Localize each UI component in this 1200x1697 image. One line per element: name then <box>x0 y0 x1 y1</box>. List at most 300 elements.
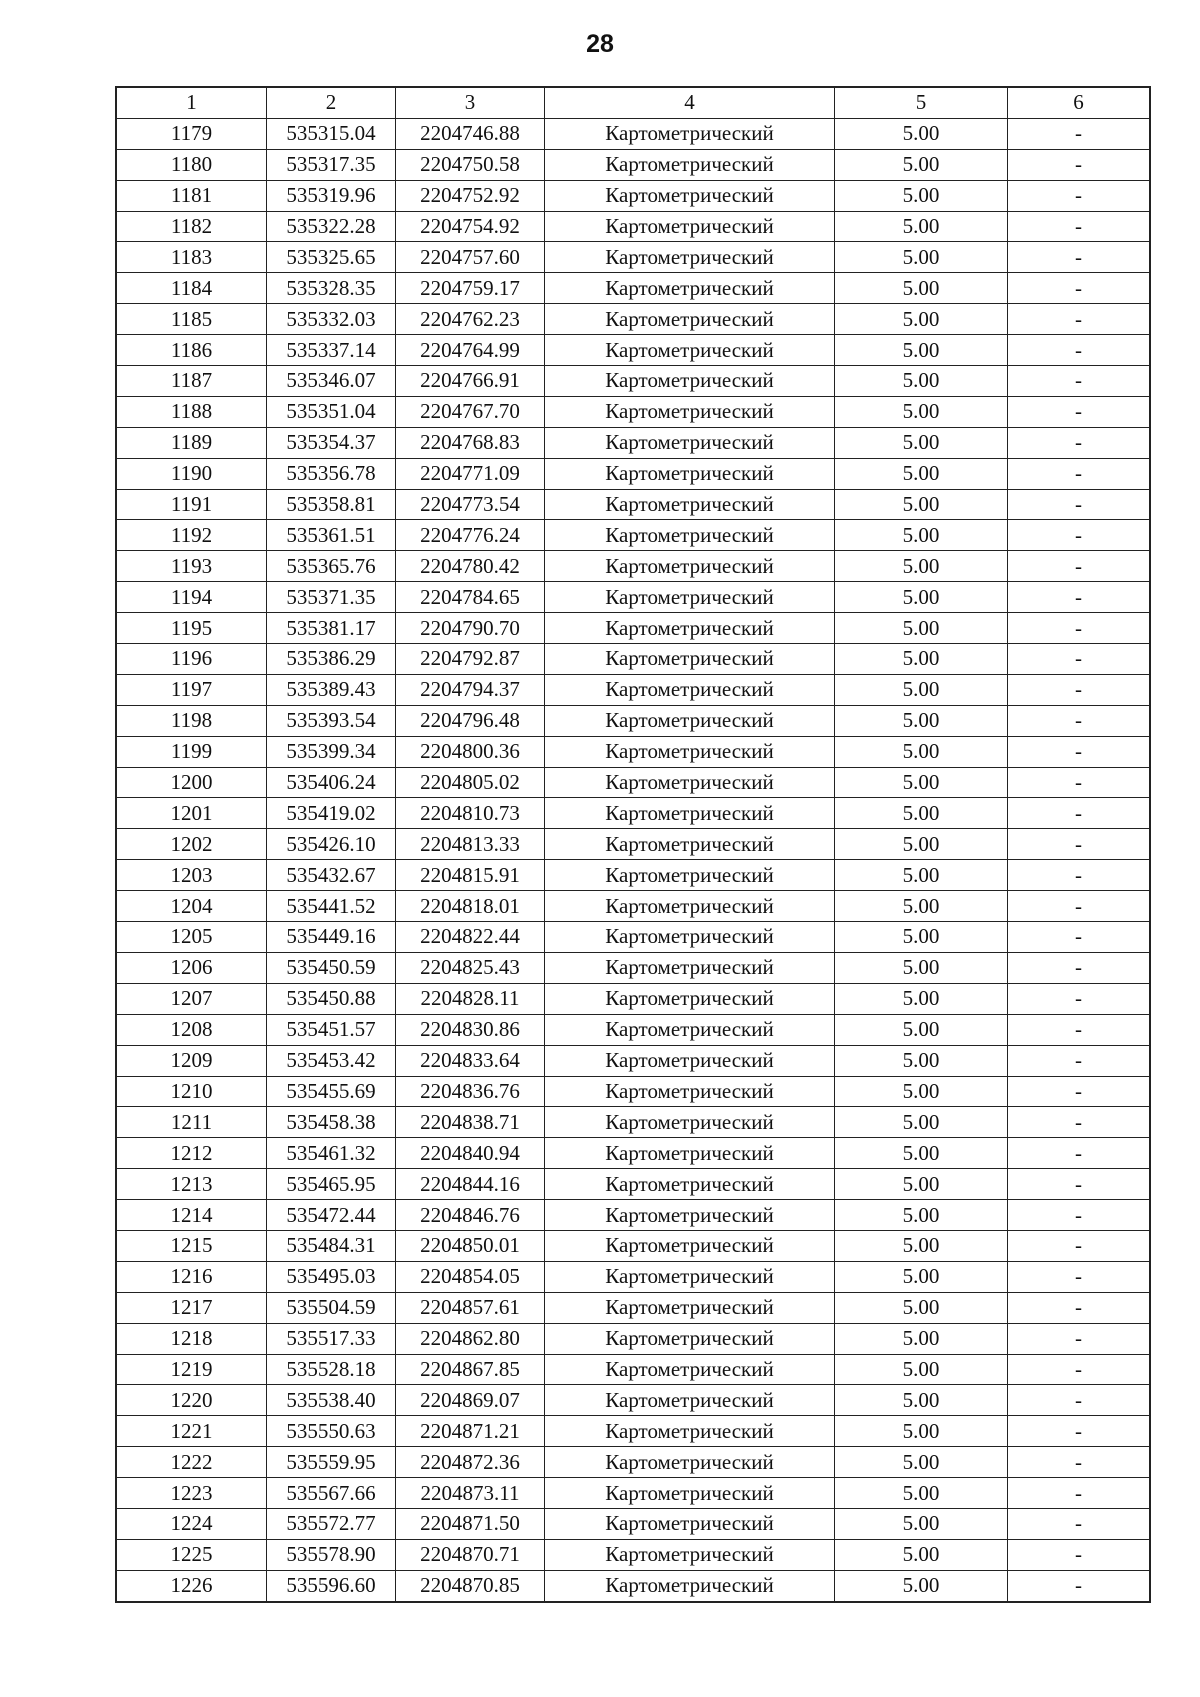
y-coordinate-cell: 2204780.42 <box>396 551 545 582</box>
point-number-cell: 1192 <box>116 520 267 551</box>
description-cell: - <box>1008 366 1151 397</box>
method-cell: Картометрический <box>545 1045 835 1076</box>
description-cell: - <box>1008 674 1151 705</box>
accuracy-cell: 5.00 <box>835 1478 1008 1509</box>
y-coordinate-cell: 2204767.70 <box>396 396 545 427</box>
y-coordinate-cell: 2204764.99 <box>396 335 545 366</box>
y-coordinate-cell: 2204752.92 <box>396 180 545 211</box>
table-row <box>116 335 1150 366</box>
method-cell: Картометрический <box>545 149 835 180</box>
accuracy-cell: 5.00 <box>835 1570 1008 1601</box>
method-cell: Картометрический <box>545 304 835 335</box>
accuracy-cell: 5.00 <box>835 366 1008 397</box>
method-cell: Картометрический <box>545 1508 835 1539</box>
description-cell: - <box>1008 1138 1151 1169</box>
y-coordinate-cell: 2204867.85 <box>396 1354 545 1385</box>
point-number-cell: 1186 <box>116 335 267 366</box>
table-row <box>116 366 1150 397</box>
y-coordinate-cell: 2204833.64 <box>396 1045 545 1076</box>
table-row <box>116 1323 1150 1354</box>
description-cell: - <box>1008 860 1151 891</box>
y-coordinate-cell: 2204776.24 <box>396 520 545 551</box>
accuracy-cell: 5.00 <box>835 952 1008 983</box>
accuracy-cell: 5.00 <box>835 242 1008 273</box>
x-coordinate-cell: 535572.77 <box>267 1508 396 1539</box>
table-row <box>116 1261 1150 1292</box>
x-coordinate-cell: 535465.95 <box>267 1169 396 1200</box>
method-cell: Картометрический <box>545 551 835 582</box>
y-coordinate-cell: 2204871.21 <box>396 1416 545 1447</box>
header-col-2: 2 <box>267 87 396 118</box>
point-number-cell: 1194 <box>116 582 267 613</box>
table-row <box>116 1138 1150 1169</box>
accuracy-cell: 5.00 <box>835 1014 1008 1045</box>
x-coordinate-cell: 535461.32 <box>267 1138 396 1169</box>
x-coordinate-cell: 535451.57 <box>267 1014 396 1045</box>
description-cell: - <box>1008 644 1151 675</box>
point-number-cell: 1208 <box>116 1014 267 1045</box>
method-cell: Картометрический <box>545 458 835 489</box>
accuracy-cell: 5.00 <box>835 582 1008 613</box>
method-cell: Картометрический <box>545 674 835 705</box>
method-cell: Картометрический <box>545 1292 835 1323</box>
table-row <box>116 1169 1150 1200</box>
accuracy-cell: 5.00 <box>835 1076 1008 1107</box>
y-coordinate-cell: 2204794.37 <box>396 674 545 705</box>
accuracy-cell: 5.00 <box>835 644 1008 675</box>
method-cell: Картометрический <box>545 1570 835 1601</box>
method-cell: Картометрический <box>545 644 835 675</box>
y-coordinate-cell: 2204815.91 <box>396 860 545 891</box>
table-row <box>116 1107 1150 1138</box>
table-row <box>116 736 1150 767</box>
y-coordinate-cell: 2204840.94 <box>396 1138 545 1169</box>
x-coordinate-cell: 535528.18 <box>267 1354 396 1385</box>
accuracy-cell: 5.00 <box>835 1539 1008 1570</box>
method-cell: Картометрический <box>545 520 835 551</box>
table-row <box>116 273 1150 304</box>
table-row <box>116 304 1150 335</box>
accuracy-cell: 5.00 <box>835 1385 1008 1416</box>
point-number-cell: 1198 <box>116 705 267 736</box>
description-cell: - <box>1008 1478 1151 1509</box>
x-coordinate-cell: 535538.40 <box>267 1385 396 1416</box>
y-coordinate-cell: 2204796.48 <box>396 705 545 736</box>
table-row <box>116 891 1150 922</box>
point-number-cell: 1184 <box>116 273 267 304</box>
y-coordinate-cell: 2204813.33 <box>396 829 545 860</box>
point-number-cell: 1197 <box>116 674 267 705</box>
y-coordinate-cell: 2204757.60 <box>396 242 545 273</box>
accuracy-cell: 5.00 <box>835 1138 1008 1169</box>
x-coordinate-cell: 535371.35 <box>267 582 396 613</box>
accuracy-cell: 5.00 <box>835 860 1008 891</box>
accuracy-cell: 5.00 <box>835 551 1008 582</box>
x-coordinate-cell: 535450.88 <box>267 983 396 1014</box>
point-number-cell: 1223 <box>116 1478 267 1509</box>
description-cell: - <box>1008 149 1151 180</box>
y-coordinate-cell: 2204844.16 <box>396 1169 545 1200</box>
point-number-cell: 1219 <box>116 1354 267 1385</box>
method-cell: Картометрический <box>545 829 835 860</box>
point-number-cell: 1220 <box>116 1385 267 1416</box>
accuracy-cell: 5.00 <box>835 1200 1008 1231</box>
x-coordinate-cell: 535472.44 <box>267 1200 396 1231</box>
table-row <box>116 1014 1150 1045</box>
x-coordinate-cell: 535325.65 <box>267 242 396 273</box>
description-cell: - <box>1008 1447 1151 1478</box>
description-cell: - <box>1008 304 1151 335</box>
y-coordinate-cell: 2204773.54 <box>396 489 545 520</box>
point-number-cell: 1191 <box>116 489 267 520</box>
method-cell: Картометрический <box>545 396 835 427</box>
accuracy-cell: 5.00 <box>835 211 1008 242</box>
description-cell: - <box>1008 1200 1151 1231</box>
y-coordinate-cell: 2204800.36 <box>396 736 545 767</box>
x-coordinate-cell: 535319.96 <box>267 180 396 211</box>
y-coordinate-cell: 2204854.05 <box>396 1261 545 1292</box>
x-coordinate-cell: 535381.17 <box>267 613 396 644</box>
method-cell: Картометрический <box>545 118 835 149</box>
y-coordinate-cell: 2204768.83 <box>396 427 545 458</box>
y-coordinate-cell: 2204771.09 <box>396 458 545 489</box>
description-cell: - <box>1008 829 1151 860</box>
accuracy-cell: 5.00 <box>835 335 1008 366</box>
description-cell: - <box>1008 1385 1151 1416</box>
table-row <box>116 674 1150 705</box>
point-number-cell: 1183 <box>116 242 267 273</box>
y-coordinate-cell: 2204766.91 <box>396 366 545 397</box>
y-coordinate-cell: 2204870.85 <box>396 1570 545 1601</box>
method-cell: Картометрический <box>545 242 835 273</box>
x-coordinate-cell: 535419.02 <box>267 798 396 829</box>
table-row <box>116 582 1150 613</box>
method-cell: Картометрический <box>545 1354 835 1385</box>
x-coordinate-cell: 535504.59 <box>267 1292 396 1323</box>
method-cell: Картометрический <box>545 1261 835 1292</box>
y-coordinate-cell: 2204830.86 <box>396 1014 545 1045</box>
x-coordinate-cell: 535450.59 <box>267 952 396 983</box>
point-number-cell: 1202 <box>116 829 267 860</box>
method-cell: Картометрический <box>545 1169 835 1200</box>
accuracy-cell: 5.00 <box>835 1230 1008 1261</box>
method-cell: Картометрический <box>545 983 835 1014</box>
method-cell: Картометрический <box>545 273 835 304</box>
table-row <box>116 1292 1150 1323</box>
table-row <box>116 427 1150 458</box>
point-number-cell: 1185 <box>116 304 267 335</box>
method-cell: Картометрический <box>545 1416 835 1447</box>
accuracy-cell: 5.00 <box>835 458 1008 489</box>
y-coordinate-cell: 2204792.87 <box>396 644 545 675</box>
x-coordinate-cell: 535495.03 <box>267 1261 396 1292</box>
coordinates-table <box>115 86 1151 1603</box>
accuracy-cell: 5.00 <box>835 180 1008 211</box>
description-cell: - <box>1008 427 1151 458</box>
description-cell: - <box>1008 1354 1151 1385</box>
table-row <box>116 798 1150 829</box>
header-row <box>116 87 1150 118</box>
point-number-cell: 1193 <box>116 551 267 582</box>
description-cell: - <box>1008 118 1151 149</box>
x-coordinate-cell: 535315.04 <box>267 118 396 149</box>
table-row <box>116 829 1150 860</box>
method-cell: Картометрический <box>545 366 835 397</box>
x-coordinate-cell: 535441.52 <box>267 891 396 922</box>
point-number-cell: 1201 <box>116 798 267 829</box>
x-coordinate-cell: 535458.38 <box>267 1107 396 1138</box>
table-body <box>116 118 1150 1601</box>
description-cell: - <box>1008 1261 1151 1292</box>
point-number-cell: 1189 <box>116 427 267 458</box>
x-coordinate-cell: 535389.43 <box>267 674 396 705</box>
accuracy-cell: 5.00 <box>835 736 1008 767</box>
x-coordinate-cell: 535426.10 <box>267 829 396 860</box>
method-cell: Картометрический <box>545 1014 835 1045</box>
point-number-cell: 1212 <box>116 1138 267 1169</box>
x-coordinate-cell: 535337.14 <box>267 335 396 366</box>
point-number-cell: 1218 <box>116 1323 267 1354</box>
x-coordinate-cell: 535361.51 <box>267 520 396 551</box>
y-coordinate-cell: 2204750.58 <box>396 149 545 180</box>
accuracy-cell: 5.00 <box>835 1169 1008 1200</box>
table-row <box>116 1385 1150 1416</box>
table-row <box>116 644 1150 675</box>
method-cell: Картометрический <box>545 705 835 736</box>
y-coordinate-cell: 2204759.17 <box>396 273 545 304</box>
table-row <box>116 952 1150 983</box>
header-col-3: 3 <box>396 87 545 118</box>
point-number-cell: 1215 <box>116 1230 267 1261</box>
description-cell: - <box>1008 335 1151 366</box>
y-coordinate-cell: 2204818.01 <box>396 891 545 922</box>
description-cell: - <box>1008 1169 1151 1200</box>
description-cell: - <box>1008 1045 1151 1076</box>
method-cell: Картометрический <box>545 1107 835 1138</box>
description-cell: - <box>1008 798 1151 829</box>
description-cell: - <box>1008 1107 1151 1138</box>
table-row <box>116 1200 1150 1231</box>
x-coordinate-cell: 535559.95 <box>267 1447 396 1478</box>
description-cell: - <box>1008 582 1151 613</box>
description-cell: - <box>1008 489 1151 520</box>
point-number-cell: 1225 <box>116 1539 267 1570</box>
x-coordinate-cell: 535455.69 <box>267 1076 396 1107</box>
y-coordinate-cell: 2204805.02 <box>396 767 545 798</box>
point-number-cell: 1199 <box>116 736 267 767</box>
point-number-cell: 1222 <box>116 1447 267 1478</box>
y-coordinate-cell: 2204850.01 <box>396 1230 545 1261</box>
x-coordinate-cell: 535356.78 <box>267 458 396 489</box>
accuracy-cell: 5.00 <box>835 273 1008 304</box>
table-row <box>116 489 1150 520</box>
table-row <box>116 1045 1150 1076</box>
description-cell: - <box>1008 891 1151 922</box>
point-number-cell: 1190 <box>116 458 267 489</box>
method-cell: Картометрический <box>545 1447 835 1478</box>
x-coordinate-cell: 535578.90 <box>267 1539 396 1570</box>
point-number-cell: 1214 <box>116 1200 267 1231</box>
y-coordinate-cell: 2204857.61 <box>396 1292 545 1323</box>
description-cell: - <box>1008 1323 1151 1354</box>
y-coordinate-cell: 2204862.80 <box>396 1323 545 1354</box>
table-header <box>116 87 1150 118</box>
table-row <box>116 118 1150 149</box>
table-row <box>116 242 1150 273</box>
point-number-cell: 1210 <box>116 1076 267 1107</box>
table-row <box>116 1508 1150 1539</box>
table-row <box>116 1230 1150 1261</box>
point-number-cell: 1204 <box>116 891 267 922</box>
y-coordinate-cell: 2204828.11 <box>396 983 545 1014</box>
x-coordinate-cell: 535317.35 <box>267 149 396 180</box>
description-cell: - <box>1008 952 1151 983</box>
method-cell: Картометрический <box>545 891 835 922</box>
accuracy-cell: 5.00 <box>835 891 1008 922</box>
table-row <box>116 1539 1150 1570</box>
accuracy-cell: 5.00 <box>835 767 1008 798</box>
point-number-cell: 1211 <box>116 1107 267 1138</box>
y-coordinate-cell: 2204873.11 <box>396 1478 545 1509</box>
point-number-cell: 1206 <box>116 952 267 983</box>
description-cell: - <box>1008 1014 1151 1045</box>
description-cell: - <box>1008 1292 1151 1323</box>
table-row <box>116 458 1150 489</box>
table-row <box>116 1447 1150 1478</box>
description-cell: - <box>1008 922 1151 953</box>
accuracy-cell: 5.00 <box>835 520 1008 551</box>
x-coordinate-cell: 535386.29 <box>267 644 396 675</box>
point-number-cell: 1181 <box>116 180 267 211</box>
table-row <box>116 767 1150 798</box>
table-row <box>116 705 1150 736</box>
point-number-cell: 1205 <box>116 922 267 953</box>
header-col-1: 1 <box>116 87 267 118</box>
method-cell: Картометрический <box>545 335 835 366</box>
accuracy-cell: 5.00 <box>835 396 1008 427</box>
method-cell: Картометрический <box>545 427 835 458</box>
x-coordinate-cell: 535550.63 <box>267 1416 396 1447</box>
y-coordinate-cell: 2204790.70 <box>396 613 545 644</box>
description-cell: - <box>1008 551 1151 582</box>
y-coordinate-cell: 2204822.44 <box>396 922 545 953</box>
method-cell: Картометрический <box>545 736 835 767</box>
method-cell: Картометрический <box>545 1200 835 1231</box>
x-coordinate-cell: 535596.60 <box>267 1570 396 1601</box>
accuracy-cell: 5.00 <box>835 613 1008 644</box>
x-coordinate-cell: 535517.33 <box>267 1323 396 1354</box>
y-coordinate-cell: 2204872.36 <box>396 1447 545 1478</box>
point-number-cell: 1207 <box>116 983 267 1014</box>
y-coordinate-cell: 2204825.43 <box>396 952 545 983</box>
method-cell: Картометрический <box>545 489 835 520</box>
accuracy-cell: 5.00 <box>835 1107 1008 1138</box>
point-number-cell: 1224 <box>116 1508 267 1539</box>
table-row <box>116 1570 1150 1601</box>
y-coordinate-cell: 2204754.92 <box>396 211 545 242</box>
x-coordinate-cell: 535484.31 <box>267 1230 396 1261</box>
method-cell: Картометрический <box>545 180 835 211</box>
point-number-cell: 1179 <box>116 118 267 149</box>
x-coordinate-cell: 535432.67 <box>267 860 396 891</box>
accuracy-cell: 5.00 <box>835 427 1008 458</box>
accuracy-cell: 5.00 <box>835 922 1008 953</box>
x-coordinate-cell: 535399.34 <box>267 736 396 767</box>
y-coordinate-cell: 2204838.71 <box>396 1107 545 1138</box>
x-coordinate-cell: 535406.24 <box>267 767 396 798</box>
description-cell: - <box>1008 180 1151 211</box>
x-coordinate-cell: 535365.76 <box>267 551 396 582</box>
y-coordinate-cell: 2204870.71 <box>396 1539 545 1570</box>
x-coordinate-cell: 535567.66 <box>267 1478 396 1509</box>
accuracy-cell: 5.00 <box>835 304 1008 335</box>
description-cell: - <box>1008 273 1151 304</box>
y-coordinate-cell: 2204762.23 <box>396 304 545 335</box>
y-coordinate-cell: 2204836.76 <box>396 1076 545 1107</box>
description-cell: - <box>1008 1508 1151 1539</box>
page-number: 28 <box>586 30 614 58</box>
accuracy-cell: 5.00 <box>835 1447 1008 1478</box>
accuracy-cell: 5.00 <box>835 1416 1008 1447</box>
accuracy-cell: 5.00 <box>835 118 1008 149</box>
x-coordinate-cell: 535332.03 <box>267 304 396 335</box>
point-number-cell: 1180 <box>116 149 267 180</box>
method-cell: Картометрический <box>545 1323 835 1354</box>
description-cell: - <box>1008 458 1151 489</box>
method-cell: Картометрический <box>545 613 835 644</box>
accuracy-cell: 5.00 <box>835 1354 1008 1385</box>
table-row <box>116 551 1150 582</box>
table-row <box>116 1354 1150 1385</box>
accuracy-cell: 5.00 <box>835 983 1008 1014</box>
table-row <box>116 983 1150 1014</box>
x-coordinate-cell: 535449.16 <box>267 922 396 953</box>
table-row <box>116 396 1150 427</box>
method-cell: Картометрический <box>545 1539 835 1570</box>
accuracy-cell: 5.00 <box>835 1045 1008 1076</box>
method-cell: Картометрический <box>545 582 835 613</box>
description-cell: - <box>1008 1570 1151 1601</box>
accuracy-cell: 5.00 <box>835 1323 1008 1354</box>
description-cell: - <box>1008 613 1151 644</box>
point-number-cell: 1196 <box>116 644 267 675</box>
table-row <box>116 860 1150 891</box>
description-cell: - <box>1008 736 1151 767</box>
point-number-cell: 1213 <box>116 1169 267 1200</box>
point-number-cell: 1188 <box>116 396 267 427</box>
accuracy-cell: 5.00 <box>835 1508 1008 1539</box>
method-cell: Картометрический <box>545 952 835 983</box>
x-coordinate-cell: 535453.42 <box>267 1045 396 1076</box>
table-row <box>116 1076 1150 1107</box>
accuracy-cell: 5.00 <box>835 829 1008 860</box>
method-cell: Картометрический <box>545 922 835 953</box>
description-cell: - <box>1008 396 1151 427</box>
description-cell: - <box>1008 1076 1151 1107</box>
method-cell: Картометрический <box>545 1076 835 1107</box>
y-coordinate-cell: 2204869.07 <box>396 1385 545 1416</box>
method-cell: Картометрический <box>545 767 835 798</box>
point-number-cell: 1221 <box>116 1416 267 1447</box>
accuracy-cell: 5.00 <box>835 798 1008 829</box>
x-coordinate-cell: 535328.35 <box>267 273 396 304</box>
table-row <box>116 1416 1150 1447</box>
accuracy-cell: 5.00 <box>835 705 1008 736</box>
x-coordinate-cell: 535346.07 <box>267 366 396 397</box>
description-cell: - <box>1008 1539 1151 1570</box>
method-cell: Картометрический <box>545 798 835 829</box>
point-number-cell: 1182 <box>116 211 267 242</box>
